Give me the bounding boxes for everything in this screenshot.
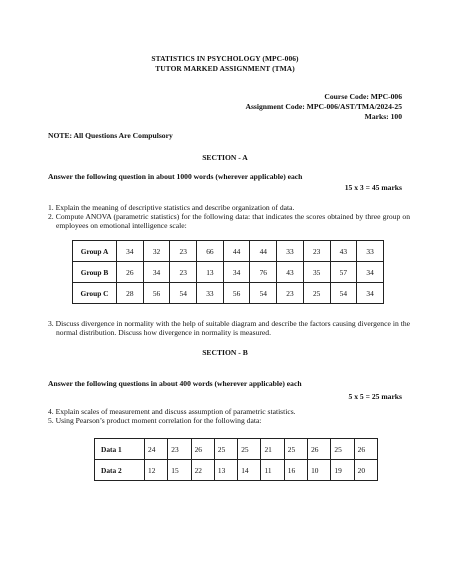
table-cell: 13 xyxy=(214,460,237,481)
table-cell: 23 xyxy=(170,262,197,283)
table-cell: 20 xyxy=(354,460,377,481)
note: NOTE: All Questions Are Compulsory xyxy=(48,131,173,140)
table-cell: 56 xyxy=(223,283,250,304)
table-row xyxy=(95,439,378,460)
table-cell: 23 xyxy=(303,241,330,262)
table-cell: 25 xyxy=(303,283,330,304)
table-cell: 54 xyxy=(330,283,357,304)
table-cell: 23 xyxy=(168,439,191,460)
table-cell: 32 xyxy=(143,241,170,262)
table-cell: 33 xyxy=(357,241,384,262)
table-cell: 34 xyxy=(143,262,170,283)
row-label: Data 2 xyxy=(95,460,145,481)
table-cell: 23 xyxy=(170,241,197,262)
table-cell: 24 xyxy=(145,439,168,460)
row-label: Group B xyxy=(73,262,117,283)
correlation-data-table xyxy=(94,438,378,481)
table-cell: 23 xyxy=(277,283,304,304)
table-cell: 26 xyxy=(117,262,144,283)
question-4: 4. Explain scales of measurement and discuss assumption of parametric statistics. xyxy=(48,407,296,416)
document-subtitle: TUTOR MARKED ASSIGNMENT (TMA) xyxy=(155,64,295,73)
table-cell: 25 xyxy=(214,439,237,460)
question-3: 3. Discuss divergence in normality with the help of suitable diagram and describe the factors causing divergence in the normal distribution. Discuss how divergence in normality is measured. xyxy=(48,319,410,338)
question-1: 1. Explain the meaning of descriptive statistics and describe organization of data. xyxy=(48,203,295,212)
table-cell: 15 xyxy=(168,460,191,481)
row-label: Group A xyxy=(73,241,117,262)
table-cell: 54 xyxy=(170,283,197,304)
table-row xyxy=(73,262,384,283)
table-cell: 12 xyxy=(145,460,168,481)
table-cell: 22 xyxy=(191,460,214,481)
table-cell: 56 xyxy=(143,283,170,304)
table-cell: 10 xyxy=(308,460,331,481)
table-cell: 21 xyxy=(261,439,284,460)
table-cell: 28 xyxy=(117,283,144,304)
table-cell: 34 xyxy=(357,283,384,304)
row-label: Data 1 xyxy=(95,439,145,460)
table-cell: 33 xyxy=(197,283,224,304)
table-cell: 57 xyxy=(330,262,357,283)
section-b-heading: SECTION - B xyxy=(202,348,248,357)
section-b-marks: 5 x 5 = 25 marks xyxy=(348,392,402,401)
table-cell: 26 xyxy=(308,439,331,460)
table-cell: 25 xyxy=(331,439,354,460)
table-cell: 26 xyxy=(191,439,214,460)
table-cell: 34 xyxy=(117,241,144,262)
section-a-marks: 15 x 3 = 45 marks xyxy=(344,183,402,192)
table-cell: 13 xyxy=(197,262,224,283)
table-cell: 43 xyxy=(330,241,357,262)
table-cell: 16 xyxy=(284,460,307,481)
table-cell: 25 xyxy=(284,439,307,460)
question-5: 5. Using Pearson’s product moment correlation for the following data: xyxy=(48,416,262,425)
row-label: Group C xyxy=(73,283,117,304)
table-row xyxy=(73,283,384,304)
table-cell: 35 xyxy=(303,262,330,283)
table-cell: 66 xyxy=(197,241,224,262)
anova-data-table xyxy=(72,240,384,304)
section-b-instruction: Answer the following questions in about 400 words (wherever applicable) each xyxy=(48,379,302,388)
table-cell: 43 xyxy=(277,262,304,283)
table-cell: 26 xyxy=(354,439,377,460)
table-cell: 44 xyxy=(250,241,277,262)
table-row xyxy=(73,241,384,262)
table-cell: 25 xyxy=(238,439,261,460)
document-title: STATISTICS IN PSYCHOLOGY (MPC-006) xyxy=(151,54,299,63)
table-cell: 34 xyxy=(223,262,250,283)
table-cell: 54 xyxy=(250,283,277,304)
section-a-heading: SECTION - A xyxy=(202,153,248,162)
table-cell: 44 xyxy=(223,241,250,262)
table-cell: 14 xyxy=(238,460,261,481)
course-code: Course Code: MPC-006 xyxy=(324,92,402,101)
table-cell: 33 xyxy=(277,241,304,262)
section-a-instruction: Answer the following question in about 1000 words (wherever applicable) each xyxy=(48,172,303,181)
table-cell: 76 xyxy=(250,262,277,283)
question-2: 2. Compute ANOVA (parametric statistics) for the following data: that indicates the scores obtained by three group on employees on emotional intelligence scale: xyxy=(48,212,410,231)
total-marks: Marks: 100 xyxy=(364,112,402,121)
assignment-code: Assignment Code: MPC-006/AST/TMA/2024-25 xyxy=(245,102,402,111)
table-row xyxy=(95,460,378,481)
table-cell: 34 xyxy=(357,262,384,283)
table-cell: 11 xyxy=(261,460,284,481)
table-cell: 19 xyxy=(331,460,354,481)
